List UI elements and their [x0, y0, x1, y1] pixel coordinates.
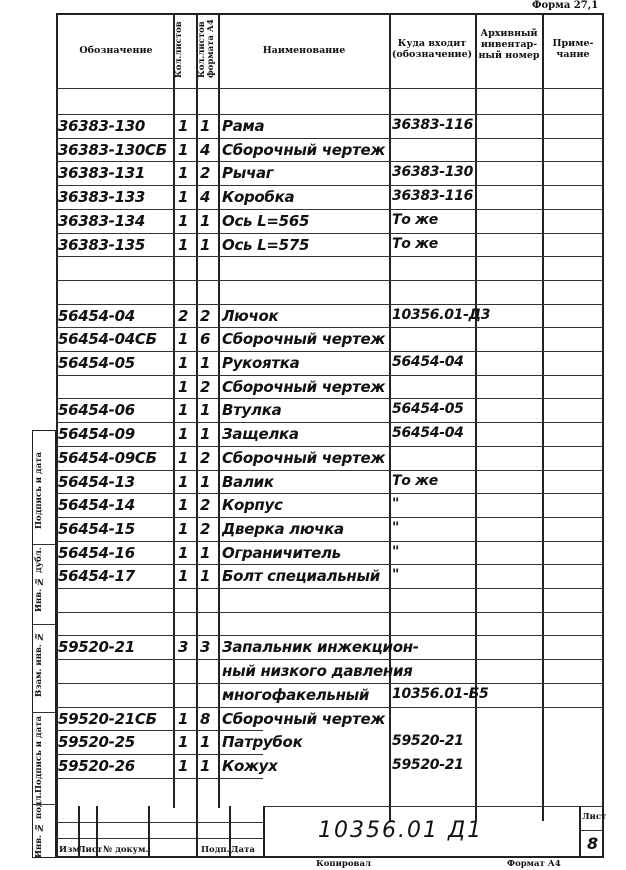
row-sheets: 1	[178, 496, 189, 515]
row-sheets: 1	[178, 235, 189, 254]
header-bottom-line	[56, 88, 604, 89]
row-line	[56, 707, 604, 708]
row-designation: 59520-21СБ	[58, 709, 157, 728]
row-where-used: "	[392, 496, 399, 513]
row-where-used: 36383-130	[392, 164, 474, 181]
row-name: Сборочный чертеж	[222, 140, 385, 159]
side-divider	[32, 624, 56, 625]
row-line	[56, 351, 604, 352]
row-a4: 1	[200, 235, 211, 254]
row-a4: 2	[200, 164, 211, 183]
row-sheets: 1	[178, 733, 189, 752]
row-designation: 56454-13	[58, 472, 135, 491]
row-designation: 59520-26	[58, 756, 135, 775]
row-a4: 1	[200, 567, 211, 586]
row-where-used: 36383-116	[392, 188, 474, 205]
row-name: Валик	[222, 472, 274, 491]
row-designation: 56454-14	[58, 496, 135, 515]
row-sheets: 1	[178, 377, 189, 396]
stamp-sheet-label: Лист	[582, 812, 607, 822]
row-name: Коробка	[222, 188, 295, 207]
row-name: многофакельный	[222, 685, 370, 704]
row-name: Кожух	[222, 756, 278, 775]
row-where-used: То же	[392, 211, 438, 228]
row-sheets: 1	[178, 354, 189, 372]
row-where-used: 56454-04	[392, 354, 464, 370]
row-line	[56, 375, 604, 376]
side-label: Инв. № дубл.	[34, 547, 44, 613]
row-designation: 59520-25	[58, 733, 135, 752]
row-a4: 2	[200, 519, 211, 538]
header-note: Приме-чание	[552, 38, 594, 60]
row-line	[56, 114, 604, 115]
row-designation: 36383-135	[58, 235, 146, 254]
row-sheets: 1	[178, 401, 189, 420]
side-label: Подпись и дата	[34, 715, 44, 793]
row-line	[56, 161, 604, 162]
row-name: Болт специальный	[222, 567, 380, 586]
header-where-used: Куда входит (обозначение)	[391, 38, 473, 60]
row-designation: 36383-130СБ	[58, 140, 167, 159]
row-designation: 56454-05	[58, 354, 135, 372]
row-line	[56, 778, 263, 779]
row-a4: 2	[200, 377, 211, 396]
row-designation: 59520-21	[58, 638, 135, 657]
row-a4: 1	[200, 401, 211, 420]
side-divider	[32, 712, 56, 713]
row-designation: 36383-131	[58, 164, 146, 183]
row-a4: 1	[200, 733, 211, 752]
row-line	[56, 209, 604, 210]
row-line	[56, 256, 604, 257]
row-line	[56, 327, 604, 328]
row-line	[56, 398, 604, 399]
stamp-sheet-border	[579, 806, 581, 858]
row-sheets: 1	[178, 164, 189, 183]
row-sheets: 2	[178, 306, 189, 325]
header-sheets: Кол.листов	[174, 21, 184, 78]
side-label: Подпись и дата	[34, 451, 44, 529]
row-where-used: 59520-21	[392, 756, 464, 773]
col-divider-sheets	[173, 13, 175, 808]
row-where-used: 10356.01-Д3	[392, 306, 491, 323]
stamp-div-4	[196, 806, 198, 858]
row-designation: 56454-09	[58, 425, 135, 444]
row-name: Ось L=565	[222, 211, 310, 230]
row-designation: 56454-17	[58, 567, 135, 586]
row-line	[56, 635, 604, 636]
stamp-copied: Копировал	[316, 859, 371, 869]
row-name: Защелка	[222, 425, 299, 444]
row-a4: 3	[200, 638, 211, 657]
row-name: Сборочный чертеж	[222, 709, 385, 728]
stamp-top-line	[263, 806, 604, 807]
row-name: Рукоятка	[222, 354, 300, 372]
row-a4: 1	[200, 354, 211, 372]
row-sheets: 1	[178, 448, 189, 467]
row-sheets: 1	[178, 117, 189, 135]
row-line	[56, 754, 263, 755]
row-where-used: "	[392, 543, 399, 560]
row-line	[56, 541, 604, 542]
row-where-used: "	[392, 519, 399, 536]
row-designation: 56454-06	[58, 401, 135, 420]
stamp-sign: Подп.	[201, 845, 230, 855]
row-line	[56, 185, 604, 186]
row-sheets: 1	[178, 709, 189, 728]
row-sheets: 1	[178, 188, 189, 207]
row-name: Сборочный чертеж	[222, 377, 385, 396]
row-line	[56, 304, 604, 305]
stamp-list: Лист	[78, 845, 103, 855]
row-sheets: 1	[178, 519, 189, 538]
row-a4: 2	[200, 448, 211, 467]
row-where-used: То же	[392, 235, 438, 252]
row-line	[56, 517, 604, 518]
row-a4: 1	[200, 472, 211, 491]
form-label: Форма 27,1	[532, 0, 599, 11]
row-a4: 6	[200, 330, 211, 349]
row-sheets: 1	[178, 140, 189, 159]
header-archive: Архивный инвентар-ный номер	[478, 28, 540, 61]
row-name: Ограничитель	[222, 543, 341, 562]
row-where-used: 56454-05	[392, 401, 464, 418]
row-a4: 4	[200, 140, 211, 159]
col-divider-where	[389, 13, 391, 821]
row-where-used: "	[392, 567, 399, 584]
row-line	[56, 138, 604, 139]
row-name: Рычаг	[222, 164, 274, 183]
document-code: 10356.01 Д1	[318, 818, 484, 843]
side-divider	[32, 804, 56, 805]
row-designation: 36383-134	[58, 211, 146, 230]
row-line	[56, 470, 604, 471]
row-name: Дверка лючка	[222, 519, 344, 538]
row-designation: 36383-133	[58, 188, 146, 207]
row-name: ный низкого давления	[222, 662, 413, 681]
stamp-izm: Изм	[59, 845, 80, 855]
row-line	[56, 280, 604, 281]
row-where-used: 59520-21	[392, 733, 464, 750]
row-sheets: 1	[178, 543, 189, 562]
row-designation: 56454-04	[58, 306, 135, 325]
row-where-used: 36383-116	[392, 117, 474, 133]
row-line	[56, 730, 263, 731]
stamp-line-1	[56, 822, 263, 823]
row-designation: 56454-04СБ	[58, 330, 157, 349]
row-name: Сборочный чертеж	[222, 448, 385, 467]
row-designation: 56454-16	[58, 543, 135, 562]
sheet-number: 8	[587, 834, 599, 853]
row-where-used: 10356.01-Б5	[392, 685, 489, 702]
row-sheets: 1	[178, 211, 189, 230]
row-a4: 2	[200, 306, 211, 325]
row-a4: 1	[200, 117, 211, 135]
row-name: Лючок	[222, 306, 279, 325]
stamp-doc-no: № докум.	[103, 845, 149, 855]
header-sheets-a4: Кол.листов формата А4	[197, 19, 216, 78]
header-name: Наименование	[262, 45, 346, 56]
col-divider-note	[542, 13, 544, 821]
row-where-used: 56454-04	[392, 425, 464, 442]
row-name: Запальник инжекцион-	[222, 638, 419, 657]
stamp-date: Дата	[231, 845, 255, 855]
row-line	[56, 233, 604, 234]
row-a4: 1	[200, 756, 211, 775]
row-a4: 1	[200, 543, 211, 562]
row-where-used: То же	[392, 472, 438, 489]
row-sheets: 1	[178, 330, 189, 349]
row-a4: 8	[200, 709, 211, 728]
stamp-line-2	[56, 838, 263, 839]
row-name: Ось L=575	[222, 235, 310, 254]
row-line	[56, 564, 604, 565]
row-a4: 4	[200, 188, 211, 207]
header-designation: Обозначение	[79, 45, 153, 56]
row-line	[56, 683, 604, 684]
row-name: Втулка	[222, 401, 282, 420]
row-designation: 56454-09СБ	[58, 448, 157, 467]
row-sheets: 3	[178, 638, 189, 657]
row-line	[56, 422, 604, 423]
row-designation: 56454-15	[58, 519, 135, 538]
side-divider	[32, 544, 56, 545]
row-designation: 36383-130	[58, 117, 146, 135]
row-a4: 1	[200, 211, 211, 230]
stamp-sheet-line	[579, 830, 604, 831]
row-line	[56, 446, 604, 447]
col-divider-name	[218, 13, 220, 808]
row-name: Сборочный чертеж	[222, 330, 385, 349]
row-line	[56, 493, 604, 494]
row-a4: 2	[200, 496, 211, 515]
stamp-left-border	[263, 806, 265, 858]
stamp-format: Формат А4	[507, 859, 561, 869]
row-sheets: 1	[178, 567, 189, 586]
side-label: Взам. инв. №	[34, 631, 44, 697]
row-sheets: 1	[178, 425, 189, 444]
row-line	[56, 612, 604, 613]
row-a4: 1	[200, 425, 211, 444]
row-sheets: 1	[178, 756, 189, 775]
row-name: Рама	[222, 117, 265, 135]
row-sheets: 1	[178, 472, 189, 491]
row-name: Корпус	[222, 496, 283, 515]
row-line	[56, 659, 604, 660]
row-line	[56, 588, 604, 589]
col-divider-a4	[196, 13, 198, 808]
row-name: Патрубок	[222, 733, 303, 752]
side-label: Инв. № подл.	[34, 792, 44, 858]
